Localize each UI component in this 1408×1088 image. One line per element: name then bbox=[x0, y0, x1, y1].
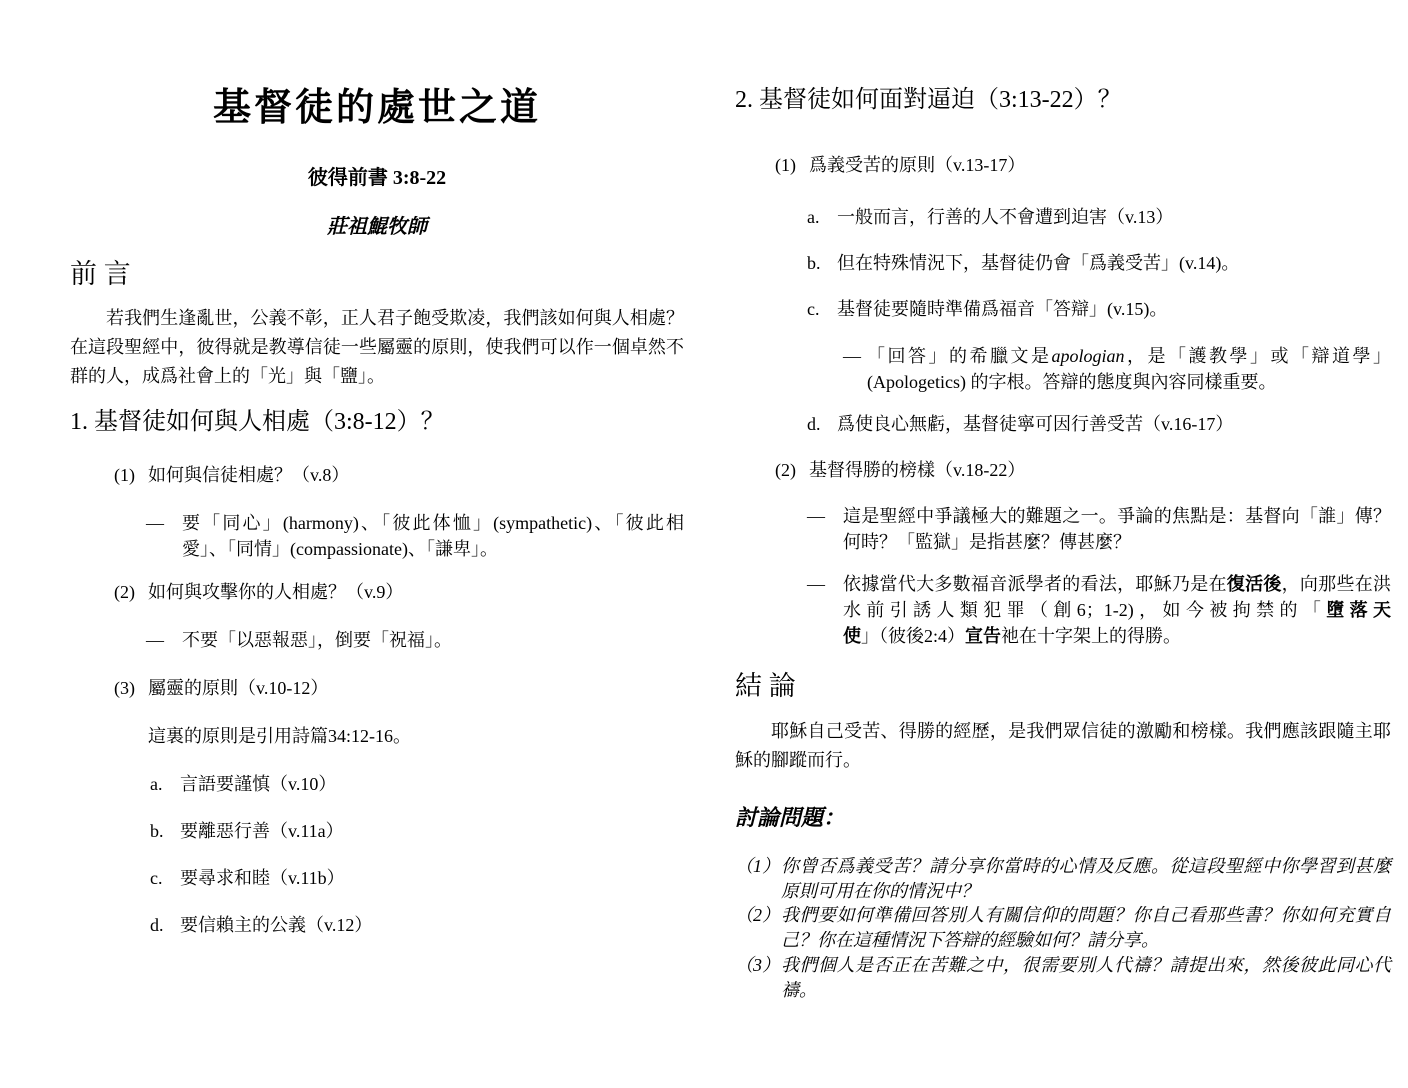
section1-heading: 1. 基督徒如何與人相處（3:8-12）？ bbox=[70, 409, 445, 436]
question-marker: （1） bbox=[735, 855, 780, 876]
letter-marker: c. bbox=[807, 299, 820, 320]
discussion-question-2 bbox=[735, 903, 1391, 953]
item-marker: (2) bbox=[775, 459, 796, 480]
dash-marker: — bbox=[146, 629, 164, 650]
note-text bbox=[843, 571, 1391, 649]
section2-sub-c bbox=[807, 296, 1391, 322]
conclusion-body: 耶穌自己受苦、得勝的經歷，是我們眾信徒的激勵和榜樣。我們應該跟隨主耶穌的腳蹤而行。 bbox=[735, 720, 1391, 770]
right-column bbox=[735, 85, 1391, 1003]
apologia-note bbox=[843, 343, 1391, 395]
greek-term: apologian bbox=[1051, 345, 1125, 366]
question-text: 我們個人是否正在苦難之中，很需要別人代禱？請提出來，然後彼此同心代禱。 bbox=[781, 955, 1391, 1000]
emphasis-proclaim: 宣告 bbox=[965, 626, 1002, 647]
scripture-reference: 彼得前書 3:8-22 bbox=[307, 166, 447, 189]
letter-marker: c. bbox=[150, 868, 163, 889]
section2-item-1 bbox=[775, 152, 1391, 178]
note-segment: 「回答」的希臘文是 bbox=[867, 345, 1052, 366]
letter-marker: a. bbox=[807, 207, 820, 228]
dash-marker: — bbox=[843, 345, 861, 366]
note-segment: 依據當代大多數福音派學者的看法，耶穌乃是在 bbox=[843, 574, 1227, 595]
letter-marker: b. bbox=[807, 253, 821, 274]
item-marker: (2) bbox=[114, 581, 135, 602]
dash-marker: — bbox=[807, 505, 825, 526]
item-text: 爲義受苦的原則（v.13-17） bbox=[809, 155, 1026, 176]
item-marker: (1) bbox=[114, 465, 135, 486]
section2-sub-d bbox=[807, 411, 1391, 437]
sub-paragraph: 這裏的原則是引用詩篇34:12-16。 bbox=[148, 725, 411, 746]
section2-sub-a bbox=[807, 204, 1391, 230]
section2-heading: 2. 基督徒如何面對逼迫（3:13-22）？ bbox=[735, 87, 1122, 113]
discussion-question-3 bbox=[735, 953, 1391, 1003]
emphasis-resurrection: 復活後 bbox=[1226, 574, 1282, 595]
note-segment: 」（彼後2:4） bbox=[861, 626, 966, 647]
question-marker: （2） bbox=[735, 905, 780, 926]
page-title: 基督徒的處世之道 bbox=[212, 87, 541, 129]
note-text bbox=[867, 343, 1391, 395]
item-text: 如何與信徒相處？（v.8） bbox=[148, 465, 350, 486]
section1-item-2 bbox=[114, 579, 684, 605]
note-segment: 祂在十字架上的得勝。 bbox=[1001, 626, 1182, 647]
conclusion-heading: 結 論 bbox=[735, 671, 796, 702]
section1-item-3-intro bbox=[148, 723, 684, 749]
dash-marker: — bbox=[146, 513, 164, 534]
letter-marker: d. bbox=[807, 413, 821, 434]
item-text: 屬靈的原則（v.10-12） bbox=[148, 677, 329, 698]
section1-item-1-note bbox=[146, 510, 684, 562]
question-marker: （3） bbox=[735, 955, 780, 976]
sub-item-text: 言語要謹慎（v.10） bbox=[180, 773, 337, 794]
item-text: 基督得勝的榜樣（v.18-22） bbox=[809, 459, 1026, 480]
note-text: 不要「以惡報惡」，倒要「祝福」。 bbox=[182, 629, 452, 650]
dash-marker: — bbox=[807, 574, 825, 595]
section2-sub-b bbox=[807, 250, 1391, 276]
victory-note bbox=[807, 571, 1391, 649]
section1-sub-a bbox=[150, 771, 684, 797]
left-column bbox=[70, 85, 684, 938]
discussion-heading: 討論問題： bbox=[735, 804, 846, 830]
letter-marker: b. bbox=[150, 821, 164, 841]
discussion-questions bbox=[735, 854, 1391, 1003]
debate-note bbox=[807, 503, 1391, 555]
sub-item-text: 要尋求和睦（v.11b） bbox=[180, 868, 345, 889]
note-segment: ，向那些在洪水前引誘人類犯罪（創6；1-2)，如今被拘禁的「 bbox=[843, 574, 1392, 621]
discussion-question-1 bbox=[735, 854, 1391, 904]
letter-marker: a. bbox=[150, 773, 163, 794]
question-text: 我們要如何準備回答別人有關信仰的問題？你自己看那些書？你如何充實自己？你在這種情況下答辯的經驗如何？請分享。 bbox=[781, 905, 1391, 951]
preface-body: 若我們生逢亂世，公義不彰，正人君子飽受欺凌，我們該如何與人相處？在這段聖經中，彼得就是教導信徒一些屬靈的原則，使我們可以作一個卓然不群的人，成爲社會上的「光」與「鹽」。 bbox=[70, 307, 684, 386]
sub-item-text: 但在特殊情況下，基督徒仍會「爲義受苦」(v.14)。 bbox=[837, 253, 1240, 274]
preface-heading: 前 言 bbox=[70, 258, 131, 289]
section1-item-2-note bbox=[146, 627, 684, 653]
sub-item-text: 一般而言，行善的人不會遭到迫害（v.13） bbox=[837, 207, 1174, 228]
question-text: 你曾否爲義受苦？請分享你當時的心情及反應。從這段聖經中你學習到甚麼原則可用在你的情況中？ bbox=[781, 855, 1391, 901]
note-text: 要「同心」(harmony)、「彼此体恤」(sympathetic)、「彼此相愛」、「同情」(compassionate)、「謙卑」。 bbox=[182, 513, 684, 560]
letter-marker: d. bbox=[150, 915, 164, 936]
item-marker: (1) bbox=[775, 155, 796, 176]
note-text: 這是聖經中爭議極大的難題之一。爭論的焦點是：基督向「誰」傳？何時？「監獄」是指甚麼？傳甚麼？ bbox=[843, 505, 1391, 553]
section2-item-2 bbox=[775, 457, 1391, 483]
emphasis-fallen-angels: 墮落天使 bbox=[843, 600, 1391, 647]
section1-sub-c bbox=[150, 865, 684, 891]
item-marker: (3) bbox=[114, 677, 135, 698]
section1-sub-d bbox=[150, 912, 684, 938]
section1-item-1 bbox=[114, 462, 684, 488]
sub-item-text: 爲使良心無虧，基督徒寧可因行善受苦（v.16-17） bbox=[837, 413, 1234, 434]
item-text: 如何與攻擊你的人相處？（v.9） bbox=[148, 581, 404, 602]
sub-item-text: 要信賴主的公義（v.12） bbox=[180, 915, 373, 936]
sub-item-text: 要離惡行善（v.11a） bbox=[180, 821, 344, 841]
section1-sub-b bbox=[150, 818, 684, 844]
note-segment: ，是「護教學」或「辯道學」 (Apologetics) 的字根。答辯的態度與內容同樣重要。 bbox=[867, 345, 1392, 392]
sub-item-text: 基督徒要隨時準備爲福音「答辯」(v.15)。 bbox=[837, 299, 1168, 320]
section1-item-3 bbox=[114, 675, 684, 701]
author-name: 莊祖鯤牧師 bbox=[327, 215, 427, 238]
